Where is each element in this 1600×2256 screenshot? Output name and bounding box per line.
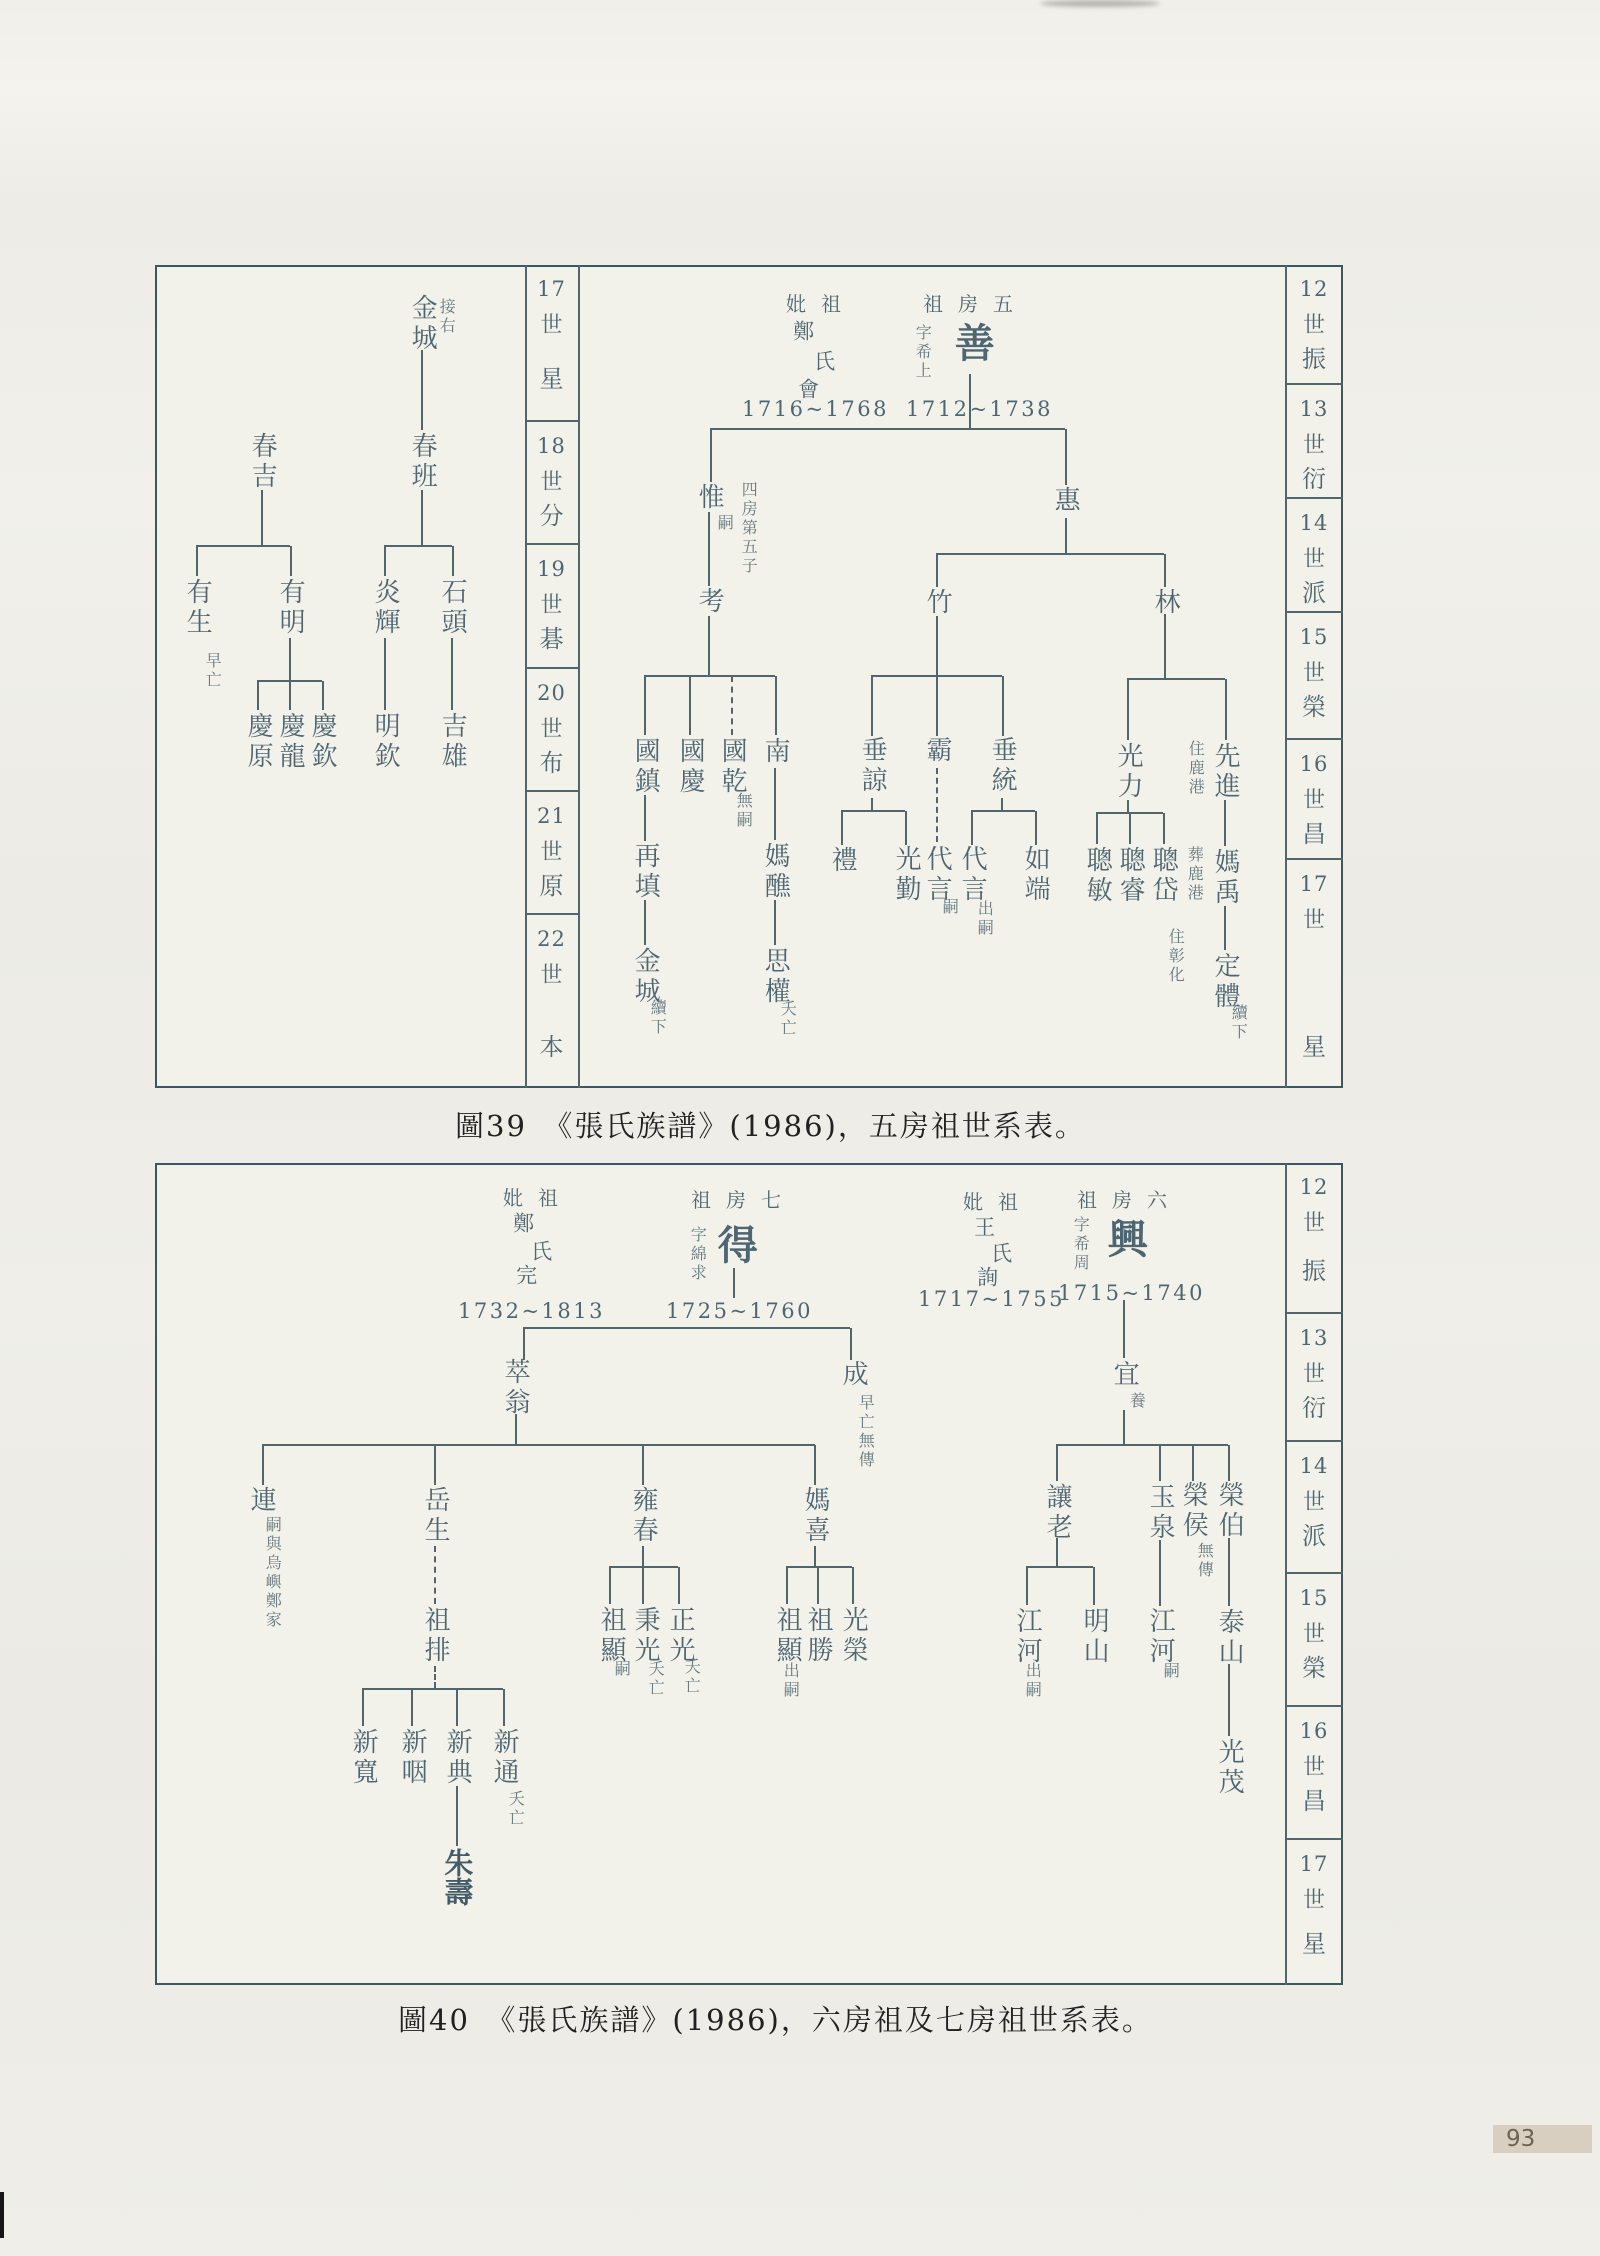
person-name: 春吉 xyxy=(247,432,278,492)
generation-word: 世 xyxy=(1302,1622,1325,1647)
person-name: 明山 xyxy=(1079,1607,1110,1667)
tree-line xyxy=(1026,1566,1093,1568)
generation-word: 世 xyxy=(1302,547,1325,572)
person-name: 明欽 xyxy=(370,712,401,772)
person-name: 慶欽 xyxy=(307,712,338,772)
tree-line xyxy=(1056,1444,1228,1446)
person-name: 氏 xyxy=(988,1242,1013,1265)
person-name: 光茂 xyxy=(1214,1738,1245,1798)
person-name: 祖勝 xyxy=(803,1606,834,1666)
generation-char: 分 xyxy=(539,502,564,530)
person-name: 江河 xyxy=(1145,1607,1176,1667)
annotation: 字希上 xyxy=(913,324,933,381)
person-name: 考 xyxy=(694,587,725,617)
generation-word: 世 xyxy=(540,593,563,618)
date-range: 1715~1740 xyxy=(1058,1281,1205,1305)
generation-word: 世 xyxy=(1302,313,1325,338)
person-name: 惠 xyxy=(1050,486,1081,516)
header-label: 妣祖 xyxy=(786,292,856,316)
person-name: 聰睿 xyxy=(1115,846,1146,906)
date-range: 1725~1760 xyxy=(666,1299,813,1323)
tree-line xyxy=(642,1567,644,1604)
person-name: 榮侯 xyxy=(1178,1481,1209,1541)
annotation: 嗣與烏嶼鄭家 xyxy=(263,1516,283,1630)
tree-line xyxy=(814,1445,816,1485)
person-name: 玉泉 xyxy=(1145,1483,1176,1543)
tree-line xyxy=(362,1689,364,1726)
annotation: 續下 xyxy=(648,999,668,1037)
tree-line xyxy=(434,1445,436,1485)
person-name: 國鎮 xyxy=(630,737,661,797)
tree-line xyxy=(1192,1445,1194,1481)
ancestor-name: 善 xyxy=(948,322,996,362)
person-name: 吉雄 xyxy=(437,712,468,772)
person-name: 國乾 xyxy=(717,737,748,797)
person-name: 林 xyxy=(1150,588,1181,618)
annotation: 早亡 xyxy=(203,652,223,690)
person-name: 有生 xyxy=(182,578,213,638)
person-name: 新咽 xyxy=(397,1728,428,1788)
tree-line xyxy=(786,1567,788,1604)
tree-line xyxy=(411,1689,413,1726)
person-name: 媽醮 xyxy=(760,842,791,902)
ancestor-name: 得 xyxy=(711,1224,759,1264)
tree-line xyxy=(362,1688,503,1690)
generation-cell xyxy=(1285,1312,1343,1440)
generation-cell xyxy=(1285,1440,1343,1572)
date-range: 1732~1813 xyxy=(458,1299,605,1323)
annotation: 早亡無傳 xyxy=(856,1394,876,1470)
generation-number: 17 xyxy=(1299,1852,1329,1876)
date-range: 1716~1768 xyxy=(742,397,889,421)
tree-line xyxy=(434,1666,436,1688)
generation-number: 18 xyxy=(537,434,566,458)
annotation: 出嗣 xyxy=(781,1662,801,1700)
generation-char: 振 xyxy=(1302,1257,1326,1285)
tree-line xyxy=(1159,1540,1161,1606)
generation-number: 13 xyxy=(1299,1326,1329,1350)
annotation: 字希周 xyxy=(1071,1216,1091,1273)
generation-word: 世 xyxy=(1302,1362,1325,1387)
generation-word: 世 xyxy=(1302,788,1325,813)
person-name: 代言 xyxy=(957,845,988,905)
tree-line xyxy=(817,1567,819,1604)
person-name: 媽禹 xyxy=(1210,848,1241,908)
figure-39-caption: 圖39 《張氏族譜》(1986)，五房祖世系表。 xyxy=(455,1109,1086,1143)
person-name: 鄭 xyxy=(510,1212,535,1235)
tree-line xyxy=(850,1328,852,1360)
page-number: 93 xyxy=(1506,2126,1536,2152)
generation-char: 昌 xyxy=(1302,1787,1326,1815)
person-name: 慶原 xyxy=(243,712,274,772)
generation-char: 榮 xyxy=(1302,1654,1326,1682)
generation-char: 布 xyxy=(539,749,564,777)
generation-number: 22 xyxy=(537,927,566,951)
generation-char: 碁 xyxy=(539,625,564,653)
generation-number: 20 xyxy=(537,681,566,705)
annotation: 無傳 xyxy=(1195,1542,1215,1580)
generation-char: 星 xyxy=(539,365,564,393)
generation-char: 星 xyxy=(1302,1930,1326,1958)
person-name: 光榮 xyxy=(838,1606,869,1666)
tree-line xyxy=(1123,1410,1125,1444)
tree-line xyxy=(1123,1300,1125,1358)
person-name: 金城 xyxy=(630,947,661,1007)
person-name: 有明 xyxy=(275,578,306,638)
generation-cell xyxy=(1285,1163,1343,1312)
tree-line xyxy=(456,1786,458,1846)
generation-char: 衍 xyxy=(1302,1394,1326,1422)
person-name: 定體 xyxy=(1210,952,1241,1012)
person-name: 祖顯 xyxy=(772,1606,803,1666)
generation-word: 世 xyxy=(1302,1755,1325,1780)
annotation: 嗣 xyxy=(715,514,735,533)
tree-line xyxy=(1093,1567,1095,1605)
person-name: 代言 xyxy=(922,845,953,905)
generation-number: 17 xyxy=(1299,872,1329,896)
generation-char: 振 xyxy=(1302,345,1326,373)
generation-word: 世 xyxy=(540,840,563,865)
tree-line xyxy=(523,1328,525,1360)
annotation: 無嗣 xyxy=(734,792,754,830)
annotation: 住鹿港 xyxy=(1186,740,1206,797)
generation-word: 世 xyxy=(540,963,563,988)
annotation: 夭亡 xyxy=(646,1660,666,1698)
generation-word: 世 xyxy=(540,313,563,338)
tree-line xyxy=(642,1445,644,1485)
header-label: 祖房六 xyxy=(1077,1188,1182,1212)
annotation: 嗣 xyxy=(1161,1662,1181,1681)
person-name: 慶龍 xyxy=(275,712,306,772)
tree-line xyxy=(733,1268,735,1298)
person-name: 石頭 xyxy=(437,578,468,638)
person-name: 國慶 xyxy=(675,737,706,797)
annotation: 葬鹿港 xyxy=(1185,846,1205,903)
annotation: 續下 xyxy=(1229,1004,1249,1042)
generation-char: 衍 xyxy=(1302,465,1326,493)
person-name: 氏 xyxy=(811,350,836,373)
person-name: 成 xyxy=(838,1360,869,1390)
annotation: 四房第五子 xyxy=(739,481,759,576)
tree-line xyxy=(1228,1538,1230,1606)
generation-word: 世 xyxy=(1302,1490,1325,1515)
annotation: 養 xyxy=(1127,1392,1147,1411)
generation-number: 15 xyxy=(1299,1586,1329,1610)
person-name: 鄭 xyxy=(790,320,815,343)
ancestor-name: 興 xyxy=(1101,1218,1149,1258)
tree-line xyxy=(523,1327,850,1329)
generation-number: 12 xyxy=(1299,1175,1329,1199)
person-name: 聰敏 xyxy=(1082,846,1113,906)
tree-line xyxy=(814,1546,816,1566)
tree-line xyxy=(786,1566,852,1568)
person-name: 炎輝 xyxy=(370,578,401,638)
person-name: 讓老 xyxy=(1042,1483,1073,1543)
annotation: 夭亡 xyxy=(682,1658,702,1696)
person-name: 氏 xyxy=(528,1240,553,1263)
generation-number: 16 xyxy=(1299,1719,1329,1743)
person-name: 江河 xyxy=(1012,1607,1043,1667)
annotation: 住彰化 xyxy=(1166,928,1186,985)
person-name: 朱壽 xyxy=(440,1848,475,1906)
tree-line xyxy=(642,1546,644,1566)
person-name: 會 xyxy=(795,378,820,401)
person-name: 垂諒 xyxy=(857,736,888,796)
header-label: 妣祖 xyxy=(503,1186,573,1210)
header-label: 妣祖 xyxy=(963,1190,1033,1214)
annotation: 嗣 xyxy=(940,898,960,917)
header-label: 祖房七 xyxy=(691,1188,796,1212)
generation-char: 原 xyxy=(539,872,564,900)
generation-number: 12 xyxy=(1299,277,1329,301)
page-number-badge xyxy=(1493,2125,1592,2153)
generation-number: 17 xyxy=(537,277,566,301)
person-name: 如端 xyxy=(1020,845,1051,905)
generation-number: 16 xyxy=(1299,752,1329,776)
person-name: 垂統 xyxy=(987,736,1018,796)
generation-number: 19 xyxy=(537,557,566,581)
person-name: 祖排 xyxy=(420,1606,451,1666)
generation-word: 世 xyxy=(1302,433,1325,458)
figure-40-caption: 圖40 《張氏族譜》(1986)，六房祖及七房祖世系表。 xyxy=(398,2003,1153,2037)
generation-char: 昌 xyxy=(1302,820,1326,848)
person-name: 萃翁 xyxy=(500,1358,531,1418)
person-name: 先進 xyxy=(1210,742,1241,802)
tree-line xyxy=(1228,1664,1230,1736)
tree-line xyxy=(678,1567,680,1604)
generation-number: 14 xyxy=(1299,511,1329,535)
scan-edge-mark xyxy=(0,2192,4,2238)
person-name: 再填 xyxy=(630,842,661,902)
person-name: 完 xyxy=(513,1264,538,1287)
annotation: 嗣 xyxy=(612,1660,632,1679)
generation-char: 星 xyxy=(1302,1033,1326,1061)
person-name: 惟 xyxy=(694,483,725,513)
generation-char: 派 xyxy=(1302,1522,1326,1550)
generation-number: 15 xyxy=(1299,625,1329,649)
person-name: 榮伯 xyxy=(1214,1481,1245,1541)
generation-word: 世 xyxy=(1302,661,1325,686)
generation-cell xyxy=(1285,1572,1343,1705)
generation-word: 世 xyxy=(540,717,563,742)
annotation: 字綿求 xyxy=(688,1226,708,1283)
person-name: 新典 xyxy=(442,1728,473,1788)
person-name: 思權 xyxy=(760,947,791,1007)
generation-word: 世 xyxy=(1302,1211,1325,1236)
person-name: 新寬 xyxy=(348,1728,379,1788)
tree-line xyxy=(503,1689,505,1726)
tree-line xyxy=(1159,1445,1161,1481)
person-name: 祖顯 xyxy=(596,1606,627,1666)
person-name: 新通 xyxy=(489,1728,520,1788)
person-name: 南 xyxy=(760,737,791,767)
generation-char: 本 xyxy=(539,1033,564,1061)
generation-number: 14 xyxy=(1299,1454,1329,1478)
person-name: 泰山 xyxy=(1214,1608,1245,1668)
generation-char: 派 xyxy=(1302,579,1326,607)
person-name: 禮 xyxy=(827,846,858,876)
annotation: 接右 xyxy=(437,298,457,336)
tree-line xyxy=(1228,1445,1230,1481)
tree-line xyxy=(262,1444,815,1446)
tree-line xyxy=(852,1567,854,1604)
generation-number: 13 xyxy=(1299,397,1329,421)
person-name: 光勤 xyxy=(891,845,922,905)
generation-word: 世 xyxy=(540,470,563,495)
person-name: 竹 xyxy=(922,588,953,618)
generation-number: 21 xyxy=(537,804,566,828)
person-name: 連 xyxy=(246,1486,277,1516)
person-name: 宜 xyxy=(1109,1360,1140,1390)
annotation: 夭亡 xyxy=(778,1000,798,1038)
generation-word: 世 xyxy=(1302,908,1325,933)
generation-cell xyxy=(1285,1705,1343,1838)
tree-line xyxy=(262,1445,264,1485)
tree-line xyxy=(609,1567,611,1604)
person-name: 秉光 xyxy=(630,1606,661,1666)
tree-line xyxy=(1056,1445,1058,1481)
person-name: 王 xyxy=(971,1216,996,1239)
annotation: 夭亡 xyxy=(506,1790,526,1828)
person-name: 正光 xyxy=(665,1606,696,1666)
date-range: 1717~1755 xyxy=(918,1287,1065,1311)
annotation: 出嗣 xyxy=(1023,1662,1043,1700)
tree-line xyxy=(515,1414,517,1444)
tree-line xyxy=(456,1689,458,1726)
annotation: 出嗣 xyxy=(975,900,995,938)
person-name: 媽喜 xyxy=(800,1486,831,1546)
person-name: 詢 xyxy=(974,1266,999,1289)
person-name: 光力 xyxy=(1113,742,1144,802)
person-name: 雍春 xyxy=(628,1486,659,1546)
person-name: 岳生 xyxy=(420,1486,451,1546)
generation-cell xyxy=(1285,1838,1343,1985)
person-name: 聰岱 xyxy=(1148,846,1179,906)
date-range: 1712~1738 xyxy=(906,397,1053,421)
person-name: 霸 xyxy=(922,736,953,766)
tree-line xyxy=(1026,1567,1028,1605)
generation-word: 世 xyxy=(1302,1888,1325,1913)
generation-char: 榮 xyxy=(1302,693,1326,721)
person-name: 春班 xyxy=(407,432,438,492)
header-label: 祖房五 xyxy=(923,292,1028,316)
tree-line xyxy=(434,1546,436,1604)
person-name: 金城 xyxy=(407,294,438,354)
